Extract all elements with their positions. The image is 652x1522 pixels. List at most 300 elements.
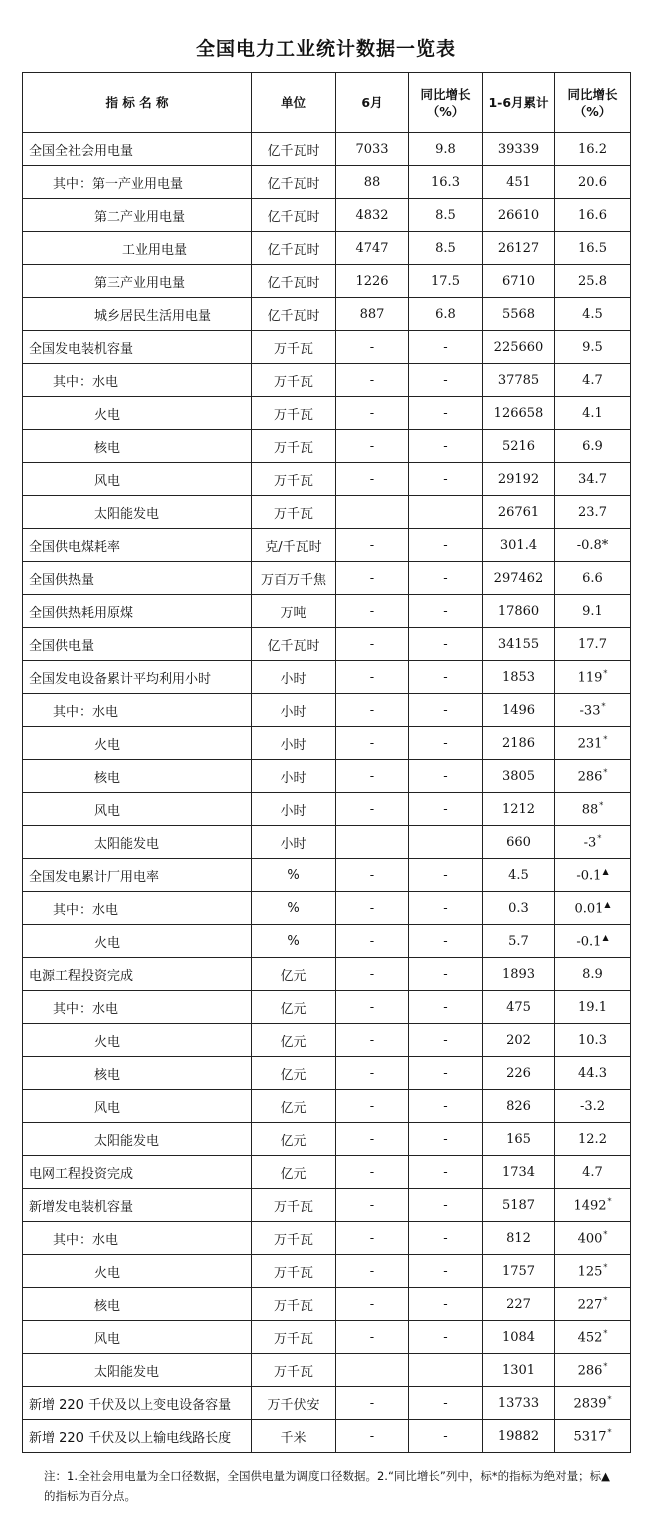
indicator-name: 新增 220 千伏及以上变电设备容量 [23,1387,252,1420]
ytd-yoy-cell [555,826,631,859]
month-yoy-value: 9.8 [409,133,483,166]
month-value: - [336,1420,409,1453]
indicator-name: 全国供电煤耗率 [23,529,252,562]
unit-cell: 千米 [252,1420,336,1453]
unit-cell: 万千瓦 [252,1354,336,1387]
footnote-marker: ▲ [602,866,609,876]
indicator-name: 其中：水电 [23,1222,252,1255]
indicator-name: 工业用电量 [23,232,252,265]
month-value: 7033 [336,133,409,166]
ytd-yoy-cell [555,1321,631,1354]
table-row [23,265,631,298]
table-row [23,1354,631,1387]
ytd-yoy-cell [555,925,631,958]
month-value: - [336,595,409,628]
footnote-marker: * [603,734,608,744]
month-yoy-value: - [409,694,483,727]
ytd-yoy-value: 23.7 [578,504,607,520]
ytd-yoy-cell [555,1189,631,1222]
table-row [23,1090,631,1123]
month-yoy-value: 17.5 [409,265,483,298]
table-row [23,859,631,892]
unit-cell: 克/千瓦时 [252,529,336,562]
unit-cell: % [252,925,336,958]
ytd-yoy-cell [555,562,631,595]
unit-cell: 万千瓦 [252,1321,336,1354]
ytd-value: 5187 [483,1189,555,1222]
table-row [23,694,631,727]
table-row [23,628,631,661]
ytd-yoy-cell [555,892,631,925]
unit-cell: % [252,859,336,892]
table-row [23,958,631,991]
ytd-yoy-value: 4.1 [582,405,603,421]
ytd-yoy-value: 231 [577,736,603,752]
ytd-value: 3805 [483,760,555,793]
footnote-marker: * [601,701,606,711]
ytd-value: 5.7 [483,925,555,958]
ytd-value: 1084 [483,1321,555,1354]
month-value: - [336,331,409,364]
indicator-name: 风电 [23,793,252,826]
ytd-yoy-cell [555,958,631,991]
ytd-yoy-cell [555,694,631,727]
month-value: 1226 [336,265,409,298]
indicator-name: 新增 220 千伏及以上输电线路长度 [23,1420,252,1453]
ytd-yoy-value: 20.6 [578,174,607,190]
month-yoy-value: - [409,430,483,463]
ytd-value: 19882 [483,1420,555,1453]
ytd-value: 225660 [483,331,555,364]
month-yoy-value: - [409,1189,483,1222]
ytd-value: 26610 [483,199,555,232]
indicator-name: 其中：水电 [23,991,252,1024]
ytd-value: 226 [483,1057,555,1090]
ytd-yoy-value: 452 [577,1330,603,1346]
table-row [23,892,631,925]
month-value: 4832 [336,199,409,232]
table-row [23,232,631,265]
ytd-yoy-value: 1492 [573,1198,607,1214]
table-body [23,133,631,1453]
table-row [23,595,631,628]
header-ytd-yoy: 同比增长（%） [555,73,631,133]
ytd-yoy-value: 8.9 [582,966,603,982]
table-row [23,1321,631,1354]
ytd-value: 17860 [483,595,555,628]
month-yoy-value: - [409,1090,483,1123]
ytd-yoy-value: 19.1 [578,999,607,1015]
ytd-value: 6710 [483,265,555,298]
unit-cell: 万千瓦 [252,397,336,430]
ytd-yoy-cell [555,397,631,430]
month-yoy-value: - [409,859,483,892]
unit-cell: 亿千瓦时 [252,166,336,199]
footnote-marker: * [607,1394,612,1404]
ytd-yoy-value: 400 [577,1231,603,1247]
footnote-marker: * [603,668,608,678]
ytd-value: 1496 [483,694,555,727]
month-yoy-value: - [409,1024,483,1057]
ytd-value: 5216 [483,430,555,463]
month-value: - [336,793,409,826]
ytd-value: 5568 [483,298,555,331]
unit-cell: 亿千瓦时 [252,133,336,166]
unit-cell: 小时 [252,694,336,727]
ytd-value: 826 [483,1090,555,1123]
indicator-name: 太阳能发电 [23,496,252,529]
ytd-value: 34155 [483,628,555,661]
table-row [23,298,631,331]
month-yoy-value: - [409,1288,483,1321]
footnote-marker: ▲ [602,932,609,942]
statistics-table [22,72,631,1453]
ytd-yoy-value: 227 [577,1297,603,1313]
table-row [23,166,631,199]
ytd-yoy-cell [555,793,631,826]
ytd-value: 301.4 [483,529,555,562]
ytd-yoy-value: 286 [577,1363,603,1379]
month-yoy-value: - [409,397,483,430]
unit-cell: 亿元 [252,1024,336,1057]
ytd-yoy-cell [555,1123,631,1156]
ytd-yoy-value: -33 [579,703,601,719]
ytd-yoy-cell [555,331,631,364]
month-value: 887 [336,298,409,331]
ytd-yoy-cell [555,298,631,331]
unit-cell: 万百万千焦 [252,562,336,595]
unit-cell: 亿元 [252,1123,336,1156]
ytd-yoy-cell [555,1090,631,1123]
indicator-name: 风电 [23,463,252,496]
month-value: - [336,760,409,793]
ytd-yoy-value: 6.6 [582,570,603,586]
ytd-yoy-value: 44.3 [578,1065,607,1081]
unit-cell: 亿元 [252,1057,336,1090]
indicator-name: 其中：水电 [23,694,252,727]
header-ytd: 1-6月累计 [483,73,555,133]
unit-cell: 万吨 [252,595,336,628]
footnote-marker: * [597,833,602,843]
table-row [23,364,631,397]
ytd-yoy-value: 2839 [573,1396,607,1412]
ytd-yoy-value: 10.3 [578,1032,607,1048]
table-row [23,793,631,826]
unit-cell: 万千瓦 [252,463,336,496]
month-value: - [336,1024,409,1057]
ytd-yoy-cell [555,166,631,199]
table-row [23,430,631,463]
month-yoy-value: - [409,562,483,595]
ytd-yoy-value: 34.7 [578,471,607,487]
unit-cell: 亿千瓦时 [252,628,336,661]
unit-cell: 亿千瓦时 [252,232,336,265]
indicator-name: 全国供热量 [23,562,252,595]
indicator-name: 电网工程投资完成 [23,1156,252,1189]
ytd-yoy-cell [555,133,631,166]
table-row [23,1024,631,1057]
unit-cell: 小时 [252,793,336,826]
indicator-name: 太阳能发电 [23,1354,252,1387]
month-yoy-value: - [409,1321,483,1354]
ytd-value: 297462 [483,562,555,595]
month-value: - [336,529,409,562]
month-value: - [336,364,409,397]
unit-cell: 亿千瓦时 [252,298,336,331]
ytd-yoy-cell [555,1222,631,1255]
month-value: - [336,859,409,892]
ytd-yoy-value: 119 [577,670,603,686]
indicator-name: 其中：第一产业用电量 [23,166,252,199]
unit-cell: 小时 [252,727,336,760]
ytd-yoy-value: -0.1 [576,934,602,950]
month-value: - [336,1222,409,1255]
indicator-name: 火电 [23,1255,252,1288]
table-row [23,397,631,430]
ytd-yoy-cell [555,1387,631,1420]
ytd-yoy-value: -0.8* [576,537,609,553]
header-unit: 单位 [252,73,336,133]
table-row [23,925,631,958]
footnote-marker: * [603,1328,608,1338]
month-value: 4747 [336,232,409,265]
footnote-marker: * [603,1361,608,1371]
indicator-name: 核电 [23,430,252,463]
table-row [23,1222,631,1255]
month-yoy-value: - [409,1222,483,1255]
ytd-yoy-cell [555,628,631,661]
ytd-yoy-value: 25.8 [578,273,607,289]
month-yoy-value: - [409,661,483,694]
ytd-value: 2186 [483,727,555,760]
month-yoy-value: - [409,364,483,397]
month-value: - [336,991,409,1024]
footnote-marker: * [603,767,608,777]
unit-cell: 小时 [252,661,336,694]
ytd-value: 227 [483,1288,555,1321]
table-row [23,760,631,793]
header-month: 6月 [336,73,409,133]
unit-cell: 万千瓦 [252,430,336,463]
unit-cell: 万千瓦 [252,496,336,529]
ytd-yoy-cell [555,1354,631,1387]
ytd-yoy-value: -0.1 [576,868,602,884]
unit-cell: 亿千瓦时 [252,265,336,298]
month-yoy-value: - [409,331,483,364]
month-yoy-value: - [409,1156,483,1189]
ytd-yoy-value: 17.7 [578,636,607,652]
ytd-yoy-cell [555,232,631,265]
month-value: - [336,1387,409,1420]
unit-cell: 万千伏安 [252,1387,336,1420]
ytd-yoy-value: 0.01 [574,901,604,917]
ytd-value: 26127 [483,232,555,265]
ytd-value: 1212 [483,793,555,826]
month-yoy-value [409,496,483,529]
indicator-name: 核电 [23,1057,252,1090]
footnote-marker: * [603,1262,608,1272]
month-value: - [336,562,409,595]
ytd-value: 39339 [483,133,555,166]
indicator-name: 全国供电量 [23,628,252,661]
footnote-marker: ▲ [604,899,611,909]
table-row [23,1420,631,1453]
ytd-yoy-cell [555,364,631,397]
month-value: - [336,1123,409,1156]
month-yoy-value: 8.5 [409,199,483,232]
month-yoy-value: - [409,529,483,562]
ytd-yoy-value: 16.2 [578,141,607,157]
ytd-value: 0.3 [483,892,555,925]
indicator-name: 核电 [23,760,252,793]
table-row [23,1387,631,1420]
table-row [23,529,631,562]
table-row [23,463,631,496]
ytd-value: 126658 [483,397,555,430]
month-value: - [336,1288,409,1321]
indicator-name: 风电 [23,1090,252,1123]
indicator-name: 火电 [23,925,252,958]
table-row [23,1123,631,1156]
month-value: - [336,430,409,463]
footnote-marker: * [607,1427,612,1437]
ytd-yoy-value: 4.5 [582,306,603,322]
indicator-name: 火电 [23,1024,252,1057]
indicator-name: 电源工程投资完成 [23,958,252,991]
ytd-yoy-cell [555,1024,631,1057]
ytd-yoy-value: 16.5 [578,240,607,256]
ytd-yoy-cell [555,859,631,892]
header-month-yoy: 同比增长（%） [409,73,483,133]
table-row [23,661,631,694]
ytd-value: 165 [483,1123,555,1156]
ytd-yoy-value: -3 [583,835,597,851]
month-value: 88 [336,166,409,199]
month-value [336,826,409,859]
unit-cell: 万千瓦 [252,1189,336,1222]
month-yoy-value: 6.8 [409,298,483,331]
month-value: - [336,694,409,727]
ytd-yoy-value: 9.1 [582,603,603,619]
ytd-value: 4.5 [483,859,555,892]
month-yoy-value [409,826,483,859]
table-row [23,1057,631,1090]
unit-cell: 小时 [252,760,336,793]
ytd-value: 29192 [483,463,555,496]
footnote-marker: * [599,800,604,810]
ytd-yoy-cell [555,1420,631,1453]
month-yoy-value: - [409,925,483,958]
month-yoy-value: - [409,1387,483,1420]
table-row [23,826,631,859]
ytd-value: 660 [483,826,555,859]
table-row [23,496,631,529]
month-yoy-value: - [409,892,483,925]
ytd-yoy-value: 6.9 [582,438,603,454]
ytd-yoy-cell [555,463,631,496]
indicator-name: 全国发电设备累计平均利用小时 [23,661,252,694]
unit-cell: 万千瓦 [252,1288,336,1321]
month-yoy-value: - [409,991,483,1024]
indicator-name: 太阳能发电 [23,826,252,859]
ytd-yoy-cell [555,199,631,232]
unit-cell: 亿元 [252,991,336,1024]
table-row [23,1288,631,1321]
month-value: - [336,925,409,958]
indicator-name: 太阳能发电 [23,1123,252,1156]
month-yoy-value: 8.5 [409,232,483,265]
indicator-name: 风电 [23,1321,252,1354]
table-row [23,727,631,760]
indicator-name: 城乡居民生活用电量 [23,298,252,331]
month-value [336,496,409,529]
table-row [23,1255,631,1288]
ytd-yoy-cell [555,991,631,1024]
ytd-yoy-cell [555,265,631,298]
indicator-name: 核电 [23,1288,252,1321]
table-row [23,199,631,232]
ytd-value: 1853 [483,661,555,694]
ytd-yoy-cell [555,1288,631,1321]
ytd-yoy-cell [555,430,631,463]
ytd-value: 812 [483,1222,555,1255]
ytd-yoy-cell [555,529,631,562]
month-yoy-value: - [409,727,483,760]
ytd-yoy-value: 125 [577,1264,603,1280]
month-yoy-value: - [409,1255,483,1288]
ytd-yoy-cell [555,727,631,760]
indicator-name: 全国供热耗用原煤 [23,595,252,628]
month-yoy-value: 16.3 [409,166,483,199]
month-value: - [336,463,409,496]
table-row [23,1156,631,1189]
unit-cell: 万千瓦 [252,1255,336,1288]
month-yoy-value: - [409,1123,483,1156]
month-value: - [336,397,409,430]
month-yoy-value: - [409,463,483,496]
month-value: - [336,1189,409,1222]
ytd-yoy-value: 5317 [573,1429,607,1445]
table-row [23,1189,631,1222]
month-yoy-value: - [409,793,483,826]
ytd-value: 26761 [483,496,555,529]
footnote-marker: * [603,1229,608,1239]
ytd-yoy-cell [555,760,631,793]
ytd-value: 1734 [483,1156,555,1189]
ytd-value: 1757 [483,1255,555,1288]
ytd-yoy-cell [555,1255,631,1288]
ytd-yoy-value: 12.2 [578,1131,607,1147]
indicator-name: 火电 [23,397,252,430]
month-yoy-value [409,1354,483,1387]
ytd-value: 1893 [483,958,555,991]
ytd-value: 475 [483,991,555,1024]
month-yoy-value: - [409,628,483,661]
month-yoy-value: - [409,1057,483,1090]
ytd-yoy-value: 286 [577,769,603,785]
ytd-value: 451 [483,166,555,199]
ytd-yoy-cell [555,595,631,628]
ytd-yoy-value: 4.7 [582,372,603,388]
month-value: - [336,1090,409,1123]
month-yoy-value: - [409,958,483,991]
month-yoy-value: - [409,1420,483,1453]
ytd-value: 37785 [483,364,555,397]
month-value: - [336,1057,409,1090]
indicator-name: 全国发电装机容量 [23,331,252,364]
unit-cell: 亿元 [252,1090,336,1123]
ytd-yoy-cell [555,1057,631,1090]
